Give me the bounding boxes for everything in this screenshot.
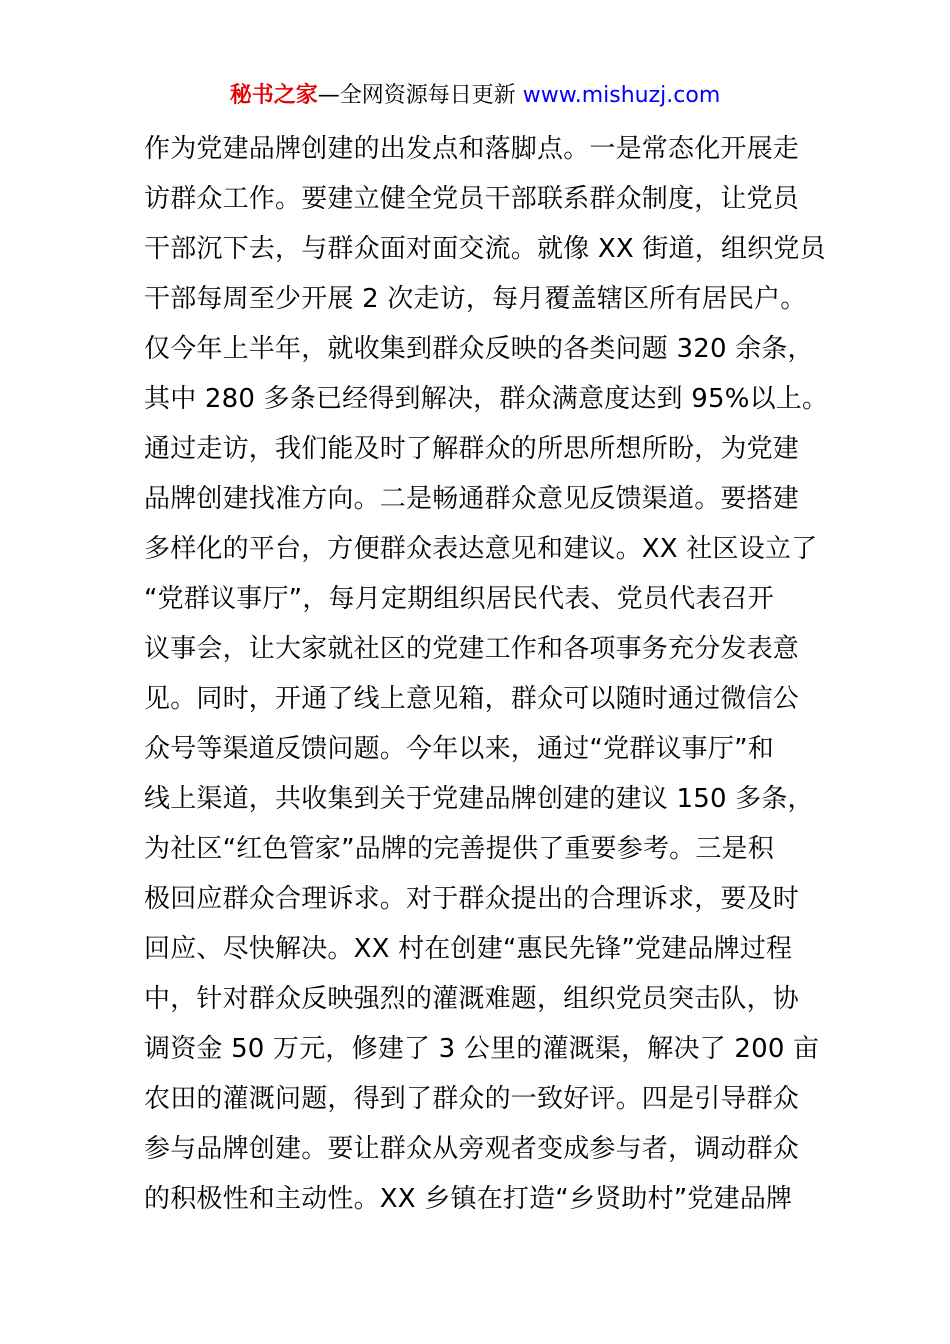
text-line: 线上渠道，共收集到关于党建品牌创建的建议 150 多条， [144, 784, 814, 814]
text-line: 其中 280 多条已经得到解决，群众满意度达到 95%以上。 [144, 384, 829, 414]
text-line: 干部每周至少开展 2 次走访，每月覆盖辖区所有居民户。 [144, 284, 807, 314]
text-line: 中，针对群众反映强烈的灌溉难题，组织党员突击队，协 [144, 984, 800, 1014]
text-line: 品牌创建找准方向。二是畅通群众意见反馈渠道。要搭建 [144, 484, 800, 514]
document-body [144, 124, 829, 1224]
text-line: 议事会，让大家就社区的党建工作和各项事务充分发表意 [144, 634, 800, 664]
text-line: 多样化的平台，方便群众表达意见和建议。XX 社区设立了 [144, 534, 818, 564]
text-line: 农田的灌溉问题，得到了群众的一致好评。四是引导群众 [144, 1084, 800, 1114]
text-line: 干部沉下去，与群众面对面交流。就像 XX 街道，组织党员 [144, 234, 826, 264]
text-line: 参与品牌创建。要让群众从旁观者变成参与者，调动群众 [144, 1134, 800, 1164]
text-line: 仅今年上半年，就收集到群众反映的各类问题 320 余条， [144, 334, 814, 364]
text-line: 极回应群众合理诉求。对于群众提出的合理诉求，要及时 [144, 884, 800, 914]
site-tagline: —全网资源每日更新 [317, 83, 516, 108]
text-line: 作为党建品牌创建的出发点和落脚点。一是常态化开展走 [144, 134, 800, 164]
site-brand: 秘书之家 [229, 83, 318, 108]
text-line: 为社区“红色管家”品牌的完善提供了重要参考。三是积 [144, 834, 774, 864]
page-header [0, 80, 950, 112]
text-line: 的积极性和主动性。XX 乡镇在打造“乡贤助村”党建品牌 [144, 1184, 793, 1214]
text-line: 众号等渠道反馈问题。今年以来，通过“党群议事厅”和 [144, 734, 774, 764]
text-line: 见。同时，开通了线上意见箱，群众可以随时通过微信公 [144, 684, 800, 714]
text-line: 调资金 50 万元，修建了 3 公里的灌溉渠，解决了 200 亩 [144, 1034, 820, 1064]
site-url-link[interactable]: www.mishuzj.com [522, 83, 721, 108]
text-line: 回应、尽快解决。XX 村在创建“惠民先锋”党建品牌过程 [144, 934, 793, 964]
text-line: 访群众工作。要建立健全党员干部联系群众制度，让党员 [144, 184, 800, 214]
text-line: “党群议事厅”，每月定期组织居民代表、党员代表召开 [144, 584, 774, 614]
text-line: 通过走访，我们能及时了解群众的所思所想所盼，为党建 [144, 434, 800, 464]
